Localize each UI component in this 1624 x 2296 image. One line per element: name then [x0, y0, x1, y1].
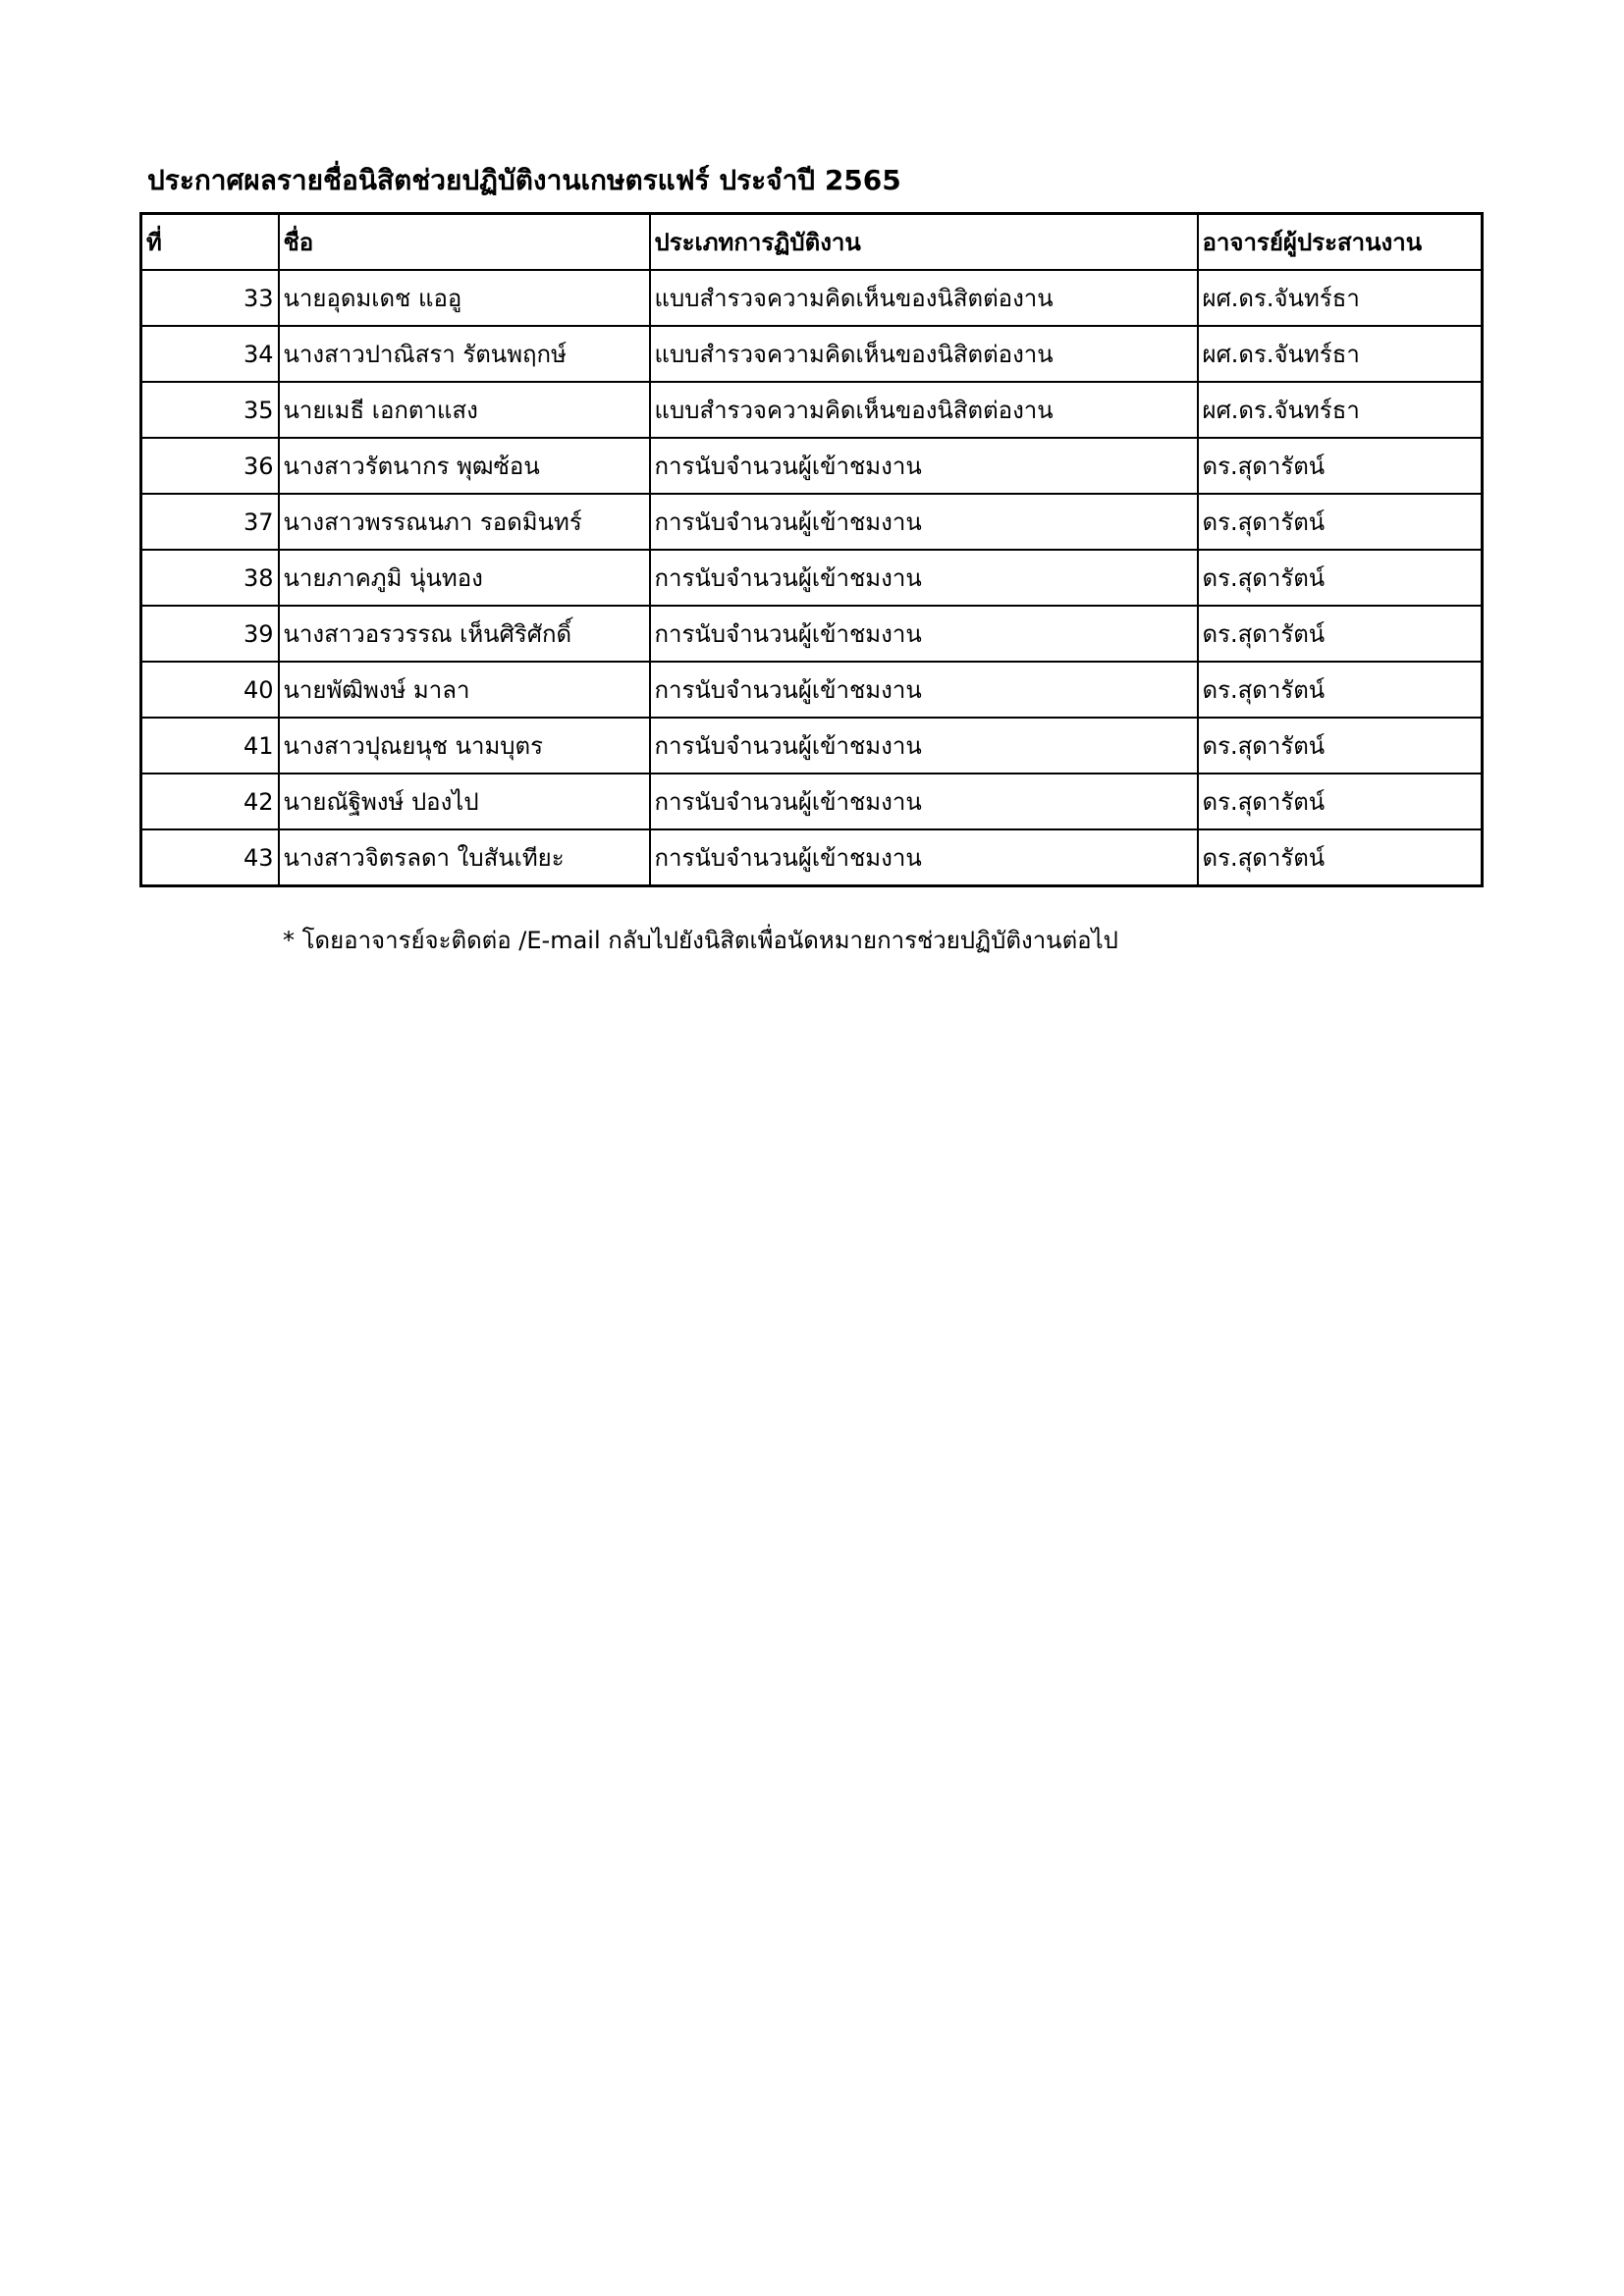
- row-advisor: ผศ.ดร.จันทร์ธา: [1198, 326, 1483, 382]
- row-name: นางสาวจิตรลดา ใบสันเทียะ: [279, 829, 650, 886]
- row-advisor: ดร.สุดารัตน์: [1198, 550, 1483, 606]
- table-row: [141, 382, 1483, 438]
- row-name: นางสาวปาณิสรา รัตนพฤกษ์: [279, 326, 650, 382]
- row-no: 34: [141, 326, 279, 382]
- row-type: การนับจำนวนผู้เข้าชมงาน: [650, 494, 1198, 550]
- row-name: นายพัฒิพงษ์ มาลา: [279, 662, 650, 718]
- header-advisor: อาจารย์ผู้ประสานงาน: [1198, 214, 1483, 271]
- row-advisor: ดร.สุดารัตน์: [1198, 774, 1483, 829]
- row-type: การนับจำนวนผู้เข้าชมงาน: [650, 718, 1198, 774]
- row-type: การนับจำนวนผู้เข้าชมงาน: [650, 662, 1198, 718]
- row-type: แบบสำรวจความคิดเห็นของนิสิตต่องาน: [650, 270, 1198, 326]
- row-name: นางสาวพรรณนภา รอดมินทร์: [279, 494, 650, 550]
- row-name: นายภาคภูมิ นุ่นทอง: [279, 550, 650, 606]
- row-no: 36: [141, 438, 279, 494]
- row-type: แบบสำรวจความคิดเห็นของนิสิตต่องาน: [650, 326, 1198, 382]
- row-type: การนับจำนวนผู้เข้าชมงาน: [650, 606, 1198, 662]
- footnote: * โดยอาจารย์จะติดต่อ /E-mail กลับไปยังนิสิตเพื่อนัดหมายการช่วยปฏิบัติงานต่อไป: [283, 927, 1118, 954]
- row-advisor: ผศ.ดร.จันทร์ธา: [1198, 270, 1483, 326]
- table-row: [141, 718, 1483, 774]
- row-name: นางสาวรัตนากร พุฒซ้อน: [279, 438, 650, 494]
- row-name: นางสาวอรวรรณ เห็นศิริศักดิ์: [279, 606, 650, 662]
- row-type: การนับจำนวนผู้เข้าชมงาน: [650, 438, 1198, 494]
- row-no: 38: [141, 550, 279, 606]
- row-type: แบบสำรวจความคิดเห็นของนิสิตต่องาน: [650, 382, 1198, 438]
- table-row: [141, 494, 1483, 550]
- row-no: 40: [141, 662, 279, 718]
- row-no: 35: [141, 382, 279, 438]
- table-row: [141, 774, 1483, 829]
- table-row: [141, 270, 1483, 326]
- row-name: นายเมธี เอกตาแสง: [279, 382, 650, 438]
- page-title: ประกาศผลรายชื่อนิสิตช่วยปฏิบัติงานเกษตรแฟร์ ประจำปี 2565: [147, 164, 901, 196]
- header-name: ชื่อ: [279, 214, 650, 271]
- row-type: การนับจำนวนผู้เข้าชมงาน: [650, 774, 1198, 829]
- row-no: 39: [141, 606, 279, 662]
- row-type: การนับจำนวนผู้เข้าชมงาน: [650, 550, 1198, 606]
- row-no: 33: [141, 270, 279, 326]
- row-name: นายณัฐิพงษ์ ปองไป: [279, 774, 650, 829]
- row-name: นางสาวปุณยนุช นามบุตร: [279, 718, 650, 774]
- table-row: [141, 438, 1483, 494]
- student-roster-table: [139, 212, 1484, 887]
- table-row: [141, 662, 1483, 718]
- row-advisor: ดร.สุดารัตน์: [1198, 438, 1483, 494]
- table-row: [141, 550, 1483, 606]
- row-advisor: ดร.สุดารัตน์: [1198, 662, 1483, 718]
- row-type: การนับจำนวนผู้เข้าชมงาน: [650, 829, 1198, 886]
- row-advisor: ผศ.ดร.จันทร์ธา: [1198, 382, 1483, 438]
- row-advisor: ดร.สุดารัตน์: [1198, 494, 1483, 550]
- row-name: นายอุดมเดช แออู: [279, 270, 650, 326]
- row-no: 42: [141, 774, 279, 829]
- table-row: [141, 829, 1483, 886]
- row-no: 41: [141, 718, 279, 774]
- row-advisor: ดร.สุดารัตน์: [1198, 829, 1483, 886]
- table-row: [141, 326, 1483, 382]
- row-no: 37: [141, 494, 279, 550]
- row-no: 43: [141, 829, 279, 886]
- table-row: [141, 606, 1483, 662]
- header-type: ประเภทการฏิบัติงาน: [650, 214, 1198, 271]
- row-advisor: ดร.สุดารัตน์: [1198, 606, 1483, 662]
- row-advisor: ดร.สุดารัตน์: [1198, 718, 1483, 774]
- header-no: ที่: [141, 214, 279, 271]
- table-header-row: [141, 214, 1483, 271]
